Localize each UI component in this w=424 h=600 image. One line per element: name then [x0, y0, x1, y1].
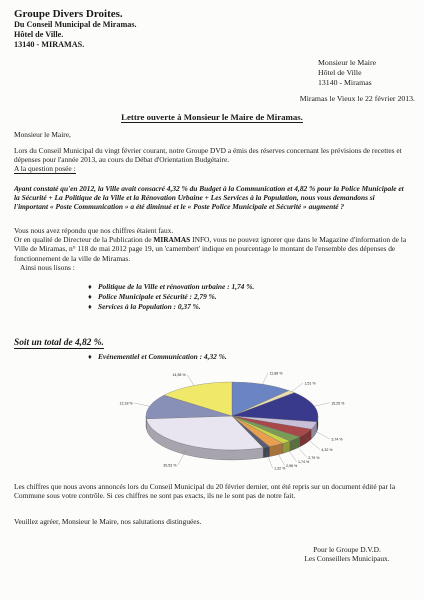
paragraph-1 — [14, 146, 410, 174]
pie-leader-line — [314, 403, 329, 406]
pie-data-label: 2,79 % — [308, 455, 320, 460]
bullet-icon: ♦ — [88, 302, 92, 311]
signature-line2: Les Conseillers Municipaux. — [304, 554, 390, 564]
pie-data-label: 11,88 % — [269, 371, 283, 376]
pie-data-label: 2,98 % — [286, 463, 298, 468]
letter-title-text: Lettre ouverte à Monsieur le Maire de Miramas. — [121, 112, 303, 122]
pie-slices — [146, 382, 318, 460]
signature-block — [282, 545, 412, 564]
list-item-text: Services à la Population : 0,37 %. — [98, 302, 201, 311]
letter-title — [0, 112, 424, 122]
paragraph-2-b-after: INFO, vous ne pouvez ignorer que dans le Magazine d'information de la Ville de Miramas, n° 118 de mai 2012 page 19, un 'camembert' indique en pourcentage le montant de l'ensemble des dépenses de fonctionnement de la ville de Miramas. — [14, 235, 407, 263]
recipient-line1: Monsieur le Maire — [318, 58, 377, 67]
sender-line2: Hôtel de Ville. — [14, 30, 64, 39]
pie-leader-line — [187, 375, 194, 386]
figures-list — [88, 282, 388, 312]
recipient-line2: Hôtel de Ville — [318, 68, 362, 77]
pie-leader-line — [134, 403, 149, 406]
pie-slice-side — [263, 447, 269, 458]
event-item — [88, 352, 227, 361]
pie-leader-line — [306, 438, 320, 449]
signature-line1: Pour le Groupe D.V.D. — [313, 545, 381, 554]
question-intro: A la question posée : — [14, 164, 76, 174]
pie-data-label: 1,32 % — [274, 466, 286, 471]
list-item — [88, 292, 388, 302]
pie-data-label: 30,53 % — [163, 463, 177, 468]
list-item — [88, 282, 388, 292]
closing-line: Veuillez agréer, Monsieur le Maire, nos salutations distinguées. — [14, 517, 202, 526]
pie-data-label: 1,74 % — [298, 460, 310, 465]
pie-data-label: 15,25 % — [331, 401, 345, 406]
sender-line3: 13140 - MIRAMAS. — [14, 40, 85, 49]
pie-data-label: 12,18 % — [119, 401, 133, 406]
pie-leader-line — [292, 383, 303, 392]
paragraph-2-line-a: Vous nous avez répondu que nos chiffres étaient faux. — [14, 226, 174, 235]
recipient-block — [318, 58, 418, 88]
sender-name: Groupe Divers Droites. — [14, 8, 123, 20]
sender-line1: Du Conseil Municipal de Miramas. — [14, 20, 137, 29]
paragraph-2-line-c: Ainsi nous lisons : — [20, 262, 75, 272]
pie-leader-line — [262, 373, 268, 384]
bullet-icon: ♦ — [88, 282, 92, 291]
pie-data-label: 1,51 % — [304, 381, 316, 386]
paragraph-2-b-before: Or en qualité de Directeur de la Publication de — [14, 235, 154, 245]
question-text: Ayant constaté qu'en 2012, la Ville avait consacré 4,32 % du Budget à la Communication et 4,82 % pour la Police Municipale et la Sécurité + La Politique de la Ville et la Rénovation Urbaine + Les Services à la Population, nous vous demandons si l'important « Poste Communication » a été diminué et le « Poste Police Municipale et Sécurité » augmenté ? — [14, 184, 404, 212]
sender-block — [14, 8, 204, 50]
paragraph-2 — [14, 226, 410, 272]
paragraph-2-line-b — [14, 235, 410, 263]
pie-data-label: 4,32 % — [321, 447, 333, 452]
recipient-line3: 13140 - Miramas — [318, 78, 372, 87]
pie-leader-line — [314, 431, 329, 439]
budget-pie-chart — [84, 366, 380, 476]
total-line: Soit un total de 4,82 %. — [14, 338, 104, 348]
list-item — [88, 302, 388, 312]
pie-data-label: 14,98 % — [172, 373, 186, 378]
bullet-icon: ♦ — [88, 352, 92, 361]
list-item-text: Police Municipale et Sécurité : 2,79 %. — [98, 292, 217, 301]
paragraph-1-text: Lors du Conseil Municipal du vingt février courant, notre Groupe DVD a émis des réserves concernant les prévisions de recettes et dépenses pour l'année 2013, au cours du Débat d'Orientation Budgétaire. — [14, 146, 402, 165]
letter-date: Miramas le Vieux le 22 février 2013. — [299, 94, 415, 103]
salutation: Monsieur le Maire, — [14, 130, 71, 139]
bullet-icon: ♦ — [88, 292, 92, 301]
list-item-text: Politique de la Ville et rénovation urbaine : 1,74 %. — [98, 282, 255, 291]
event-item-text: Evénementiel et Communication : 4,32 %. — [98, 352, 227, 361]
paragraph-2-b-bold: MIRAMAS — [153, 235, 191, 245]
paragraph-3: Les chiffres que nous avons annoncés lors du Conseil Municipal du 20 février dernier, ont été repris sur un document édité par la Commune sous votre contrôle. Si ces chiffres ne sont pas exacts, ils ne le sont pas de notre fait. — [14, 482, 396, 501]
pie-data-label: 3,74 % — [331, 437, 343, 442]
